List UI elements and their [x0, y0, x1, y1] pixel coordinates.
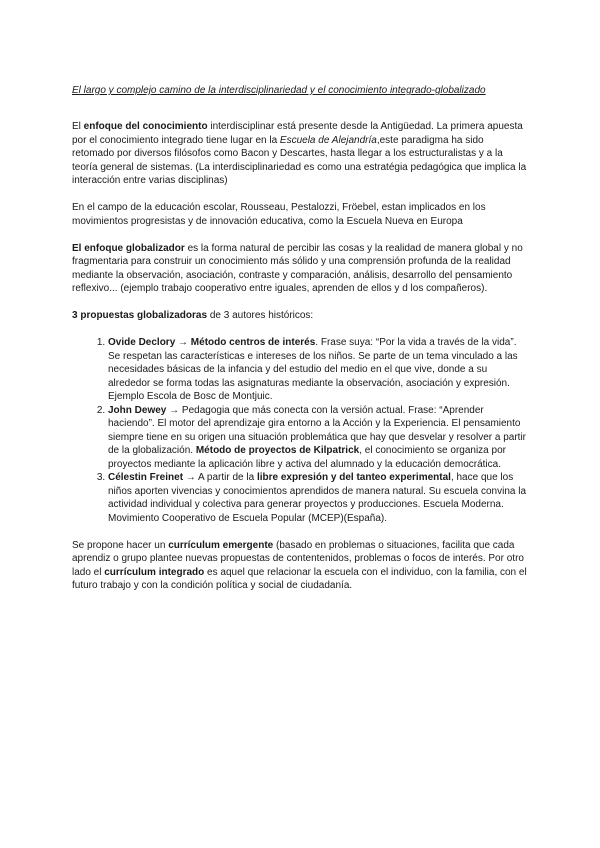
list-3-bold-c: libre expresión y del tanteo experimental [256, 472, 451, 483]
p5-bold-curriculum-emergente: currículum emergente [168, 539, 274, 551]
list-3-text-d: , hace que los niños aporten vivencias y conocimientos aprendidos de manera natural. Su escuela convina la actividad individual y colectiva para generar proyectos y producciones. Escuela Moderna. Movimiento Cooperativo de Escuela Popular (MCEP)(España). [108, 472, 527, 524]
list-2-text-b: Pedagogia que más conecta con la versión actual. Frase: “Aprender haciendo”. El motor del aprendizaje gira entorno a la Acción y la Experiencia. El pensamiento siempre tiene en su origen una situación problemática que hay que desvelar y resolver a partir de la globalización. [108, 404, 527, 456]
p5-text-c: (basado en problemas o situaciones, facilita que cada aprendiz o grupo plantee nuevas propuestas de contentenidos, problemas o focos de interés. Por otro lado el [72, 539, 524, 578]
list-1-bold: Ovide Declory → Método centros de interés [108, 337, 316, 348]
list-3-text-b: A partir de la [195, 472, 257, 483]
document-title: El largo y complejo camino de la interdisciplinariedad y el conocimiento integrado-globalizado [72, 85, 486, 96]
list-item-decroly [108, 336, 528, 404]
list-2-bold-a: John Dewey → [108, 404, 180, 416]
paragraph-educacion-escolar: En el campo de la educación escolar, Rousseau, Pestalozzi, Fröebel, estan implicados en los movimientos progresistas y de innovación educativa, como la Escuela Nueva en Europa [72, 202, 486, 227]
paragraph-enfoque-conocimiento [72, 120, 528, 188]
p1-italic-escuela-alejandria: Escuela de Alejandría [279, 134, 377, 146]
p1-text-a: El [72, 121, 84, 132]
list-item-dewey [108, 404, 528, 472]
list-3-bold-a: Célestin Freinet → [108, 472, 196, 483]
paragraph-enfoque-globalizador [72, 242, 528, 296]
list-2-bold-c: Método de proyectos de Kilpatrick [195, 445, 360, 456]
p3-text-b: es la forma natural de percibir las cosas y la realidad de manera global y no fragmentaria para construir un conocimiento más sólido y una comprensión profunda de la realidad mediante la observación, asociación, contraste y comparación, análisis, desarrollo del pensamiento reflexivo... (ejemplo trabajo cooperativo entre iguales, aprenden de ellos y d los compañeros). [72, 242, 523, 294]
p4-bold-propuestas: 3 propuestas globalizadoras [72, 310, 208, 321]
p5-text-e: es aquel que relacionar la escuela con el individuo, con la familia, con el futuro trabajo y con la condición política y social de ciudadanía. [72, 566, 527, 591]
paragraph-propuestas-heading [72, 309, 528, 323]
p5-bold-curriculum-integrado: currículum integrado [104, 566, 205, 578]
p1-text-c: interdisciplinar está presente desde la Antigüedad. La primera apuesta por el conocimiento integrado tiene lugar en la [72, 121, 523, 146]
propuestas-list [72, 336, 528, 525]
p3-bold-enfoque-globalizador: El enfoque globalizador [72, 242, 185, 254]
p1-text-e: ,este paradigma ha sido retomado por diversos filósofos como Bacon y Descartes, hasta llegar a los estructuralistas y a la teoría general de sistemas. (La interdisciplinariedad es como una estratégia pedagógica que implica la interacción entre varias disciplinas) [72, 134, 527, 186]
p1-bold-enfoque-conocimiento: enfoque del conocimiento [83, 121, 208, 132]
paragraph-curriculum [72, 539, 528, 593]
p5-text-a: Se propone hacer un [72, 539, 169, 551]
list-item-freinet [108, 471, 528, 525]
list-1-text: . Frase suya: “Por la vida a través de la vida”. Se respetan las características e intereses de los niños. Se parte de un tema vinculado a las necesidades básicas de la infancia y del estudio del medio en el que vive, donde a su alrededor se forma todas las asignaturas mediante la observación, asociación y expresión. Ejemplo Escola de Bosc de Montjuic. [108, 337, 518, 402]
p4-text-b: de 3 autores históricos: [207, 310, 314, 321]
list-2-text-d: , el conocimiento se organiza por proyectos mediante la aplicación libre y activa del alumnado y la educación democrática. [108, 445, 506, 470]
document-page [72, 84, 528, 606]
